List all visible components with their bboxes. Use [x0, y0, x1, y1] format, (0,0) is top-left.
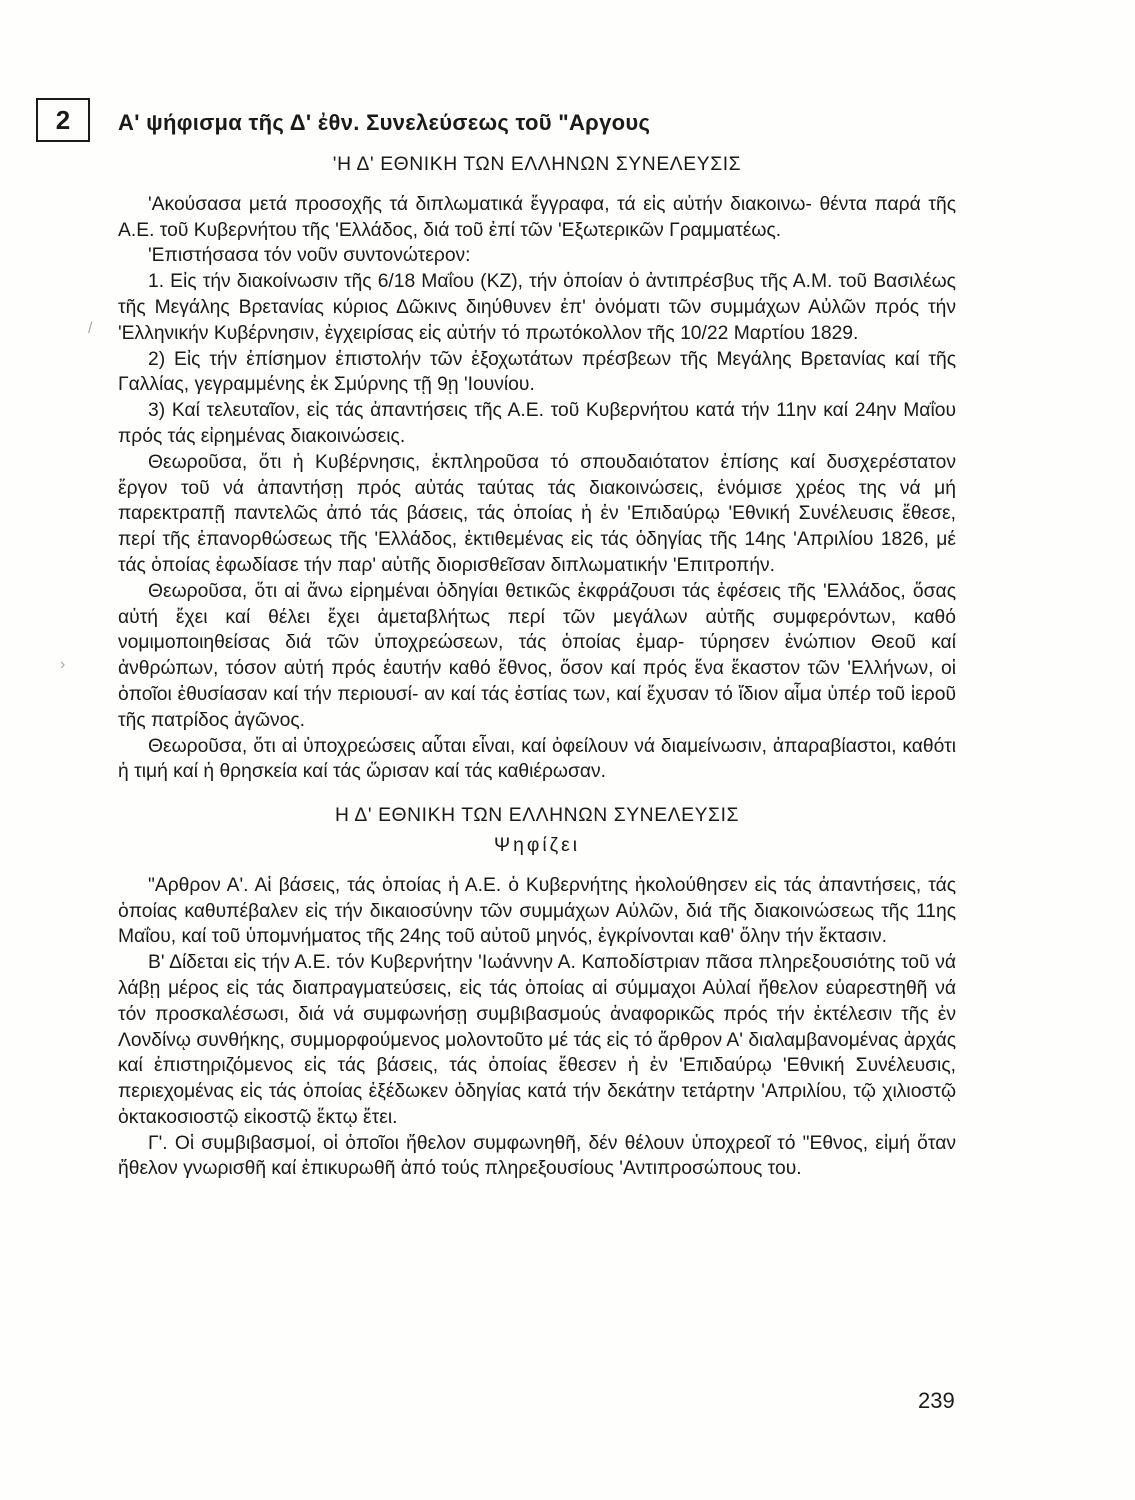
text-line: διά τῆς διακοινώσεως τῆς 11ης Μαΐου, καί τοῦ ὑπομνήματος τῆς 24ης τοῦ αὐτοῦ [118, 900, 956, 948]
item-1-paragraph [118, 269, 956, 346]
text-line: θέντα παρά τῆς Α.Ε. τοῦ Κυβερνήτου τῆς 'Ελλάδος, διά τοῦ ἐπί τῶν 'Εξωτερικῶν [118, 193, 956, 241]
text-line: δυσχερέστατον ἔργον τοῦ νά ἀπαντήσῃ πρός αὐτάς ταύτας τάς διακοινώσεις, [118, 451, 956, 499]
text-line: σύμμαχοι Αὐλαί ἤθελον εὐαρεστηθῆ νά τόν προσκαλέσωσι, διά νά συμφωνήσῃ [118, 977, 956, 1025]
text-line: Θεωροῦσα, ὅτι ἡ Κυβέρνησις, ἐκπληροῦσα τό σπουδαιότατον ἐπίσης καί [148, 451, 815, 473]
resolution-heading: Η Δ' ΕΘΝΙΚΗ ΤΩΝ ΕΛΛΗΝΩΝ ΣΥΝΕΛΕΥΣΙΣ [334, 805, 740, 827]
text-line: καί 24ην Μαΐου πρός τάς εἰρημένας διακοινώσεις. [118, 400, 956, 447]
text-line: μηνός, ἐγκρίνονται καθ' ὅλην τήν ἔκτασιν. [535, 926, 887, 948]
document-title: Α' ψήφισμα τῆς Δ' ἐθν. Συνελεύσεως τοῦ "Αργους [118, 110, 651, 135]
text-line: ἐνόμισε χρέος της νά μή παρεκτραπῇ παντελῶς ἀπό τάς βάσεις, τάς ὁποίας ἡ ἐν [118, 477, 957, 525]
preamble-paragraph [118, 192, 956, 244]
text-line: 1. Εἰς τήν διακοίνωσιν τῆς 6/18 Μαΐου (ΚΖ), τήν ὁποίαν ὁ ἀντιπρέσβυς τῆς [148, 271, 788, 293]
item-2-paragraph [118, 347, 956, 399]
text-line: ὅσον καί πρός ἕνα ἕκαστον τῶν 'Ελλήνων, οἱ ὁποῖοι ἐθυσίασαν καί τήν περιουσί- [118, 658, 956, 705]
text-line: 2) Εἰς τήν ἐπίσημον ἐπιστολήν τῶν ἐξοχωτάτων πρέσβεων τῆς Μεγάλης [148, 348, 792, 370]
text-line: τετάρτην 'Απριλίου, τῷ χιλιοστῷ ὀκτακοσιοστῷ εἰκοστῷ ἕκτῳ ἔτει. [118, 1081, 957, 1128]
text-line: Α.Μ. τοῦ Βασιλέως τῆς Μεγάλης Βρετανίας κύριος Δῶκινς διηύθυνεν ἐπ' ὀνόματι [118, 271, 956, 318]
text-line: συμμορφούμενος μολοντοῦτο μέ τάς εἰς τό ἄρθρον Α' διαλαμβανομένας ἀρχάς [290, 1029, 957, 1051]
text-line: ἐκτιθεμένας εἰς τάς ὁδηγίας τῆς 14ης 'Απριλίου 1826, μέ τάς ὁποίας ἐφωδίασε [118, 529, 956, 576]
text-line: 'Αντιπροσώπους του. [619, 1158, 802, 1180]
text-line: πρωτόκολλον τῆς 10/22 Μαρτίου 1829. [525, 322, 859, 344]
text-line: Γραμματέως. [669, 219, 782, 241]
text-line: Θεωροῦσα, ὅτι αἱ ἄνω εἰρημέναι ὁδηγίαι θετικῶς ἐκφράζουσι τάς ἐφέσεις τῆς [148, 580, 816, 602]
assembly-heading: 'Η Δ' ΕΘΝΙΚΗ ΤΩΝ ΕΛΛΗΝΩΝ ΣΥΝΕΛΕΥΣΙΣ [332, 154, 742, 175]
article-b-paragraph [118, 950, 956, 1131]
text-line: Β' Δίδεται εἰς τήν Α.Ε. τόν Κυβερνήτην 'Ιωάννην Α. Καποδίστριαν πᾶσα [148, 952, 753, 974]
text-line: 3) Καί τελευταῖον, εἰς τάς ἀπαντήσεις τῆς Α.Ε. τοῦ Κυβερνήτου κατά τήν 11ην [148, 400, 817, 422]
focus-line: 'Επιστήσασα τόν νοῦν συντονώτερον: [148, 245, 471, 267]
text-line: καί ἐπιστηριζόμενος εἰς τάς βάσεις, τάς ὁποίας ἔθεσεν ἡ ἐν 'Επιδαύρῳ 'Εθνική [118, 1055, 845, 1077]
text-line: πληρεξουσιότης τοῦ νά λάβῃ μέρος εἰς τάς διαπραγματεύσεις, εἰς τάς ὁποίας αἱ [118, 952, 956, 999]
text-line: "Αρθρον Α'. Αἱ βάσεις, τάς ὁποίας ἡ Α.Ε. ὁ Κυβερνήτης ἠκολούθησεν εἰς τάς [148, 874, 812, 896]
text-line: αν καί τάς ἑστίας των, καί ἔχυσαν τό ἴδιον αἷμα ὑπέρ τοῦ ἱεροῦ τῆς πατρίδος [118, 683, 956, 731]
text-line: ἀπαραβίαστοι, καθότι ἡ τιμή καί ἡ θρησκεία καί τάς ὥρισαν καί τάς καθιέρωσαν. [118, 735, 956, 783]
text-line: τήν παρ' αὐτῆς διορισθεῖσαν διπλωματικήν 'Επιτροπήν. [303, 554, 776, 576]
document-number: 2 [55, 104, 71, 135]
text-line: τύρησεν ἐνώπιον Θεοῦ καί ἀνθρώπων, τόσον αὐτή πρός ἑαυτήν καθό ἔθνος, [118, 632, 956, 680]
text-line: "Εθνος, εἰμή ὅταν ἤθελον γνωρισθῆ καί ἐπικυρωθῆ ἀπό τούς πληρεξουσίους [118, 1132, 956, 1180]
document-number-box [36, 98, 90, 142]
text-line: 'Επιδαύρῳ 'Εθνική Συνέλευσις ἔθεσε, περί τῆς ἐπανορθώσεως τῆς 'Ελλάδος, [118, 503, 957, 551]
text-line: ἀγῶνος. [234, 709, 306, 731]
article-c-paragraph [118, 1131, 956, 1183]
decree-word: Ψηφίζει [494, 834, 580, 856]
page-number: 239 [918, 1388, 955, 1413]
text-line: Βρετανίας καί τῆς Γαλλίας, γεγραμμένης ἐκ Σμύρνης τῇ 9ῃ 'Ιουνίου. [118, 348, 956, 396]
text-line: τῶν συμμάχων Αὐλῶν πρός τήν 'Ελληνικήν Κυβέρνησιν, ἐγχειρίσας εἰς αὐτήν τό [118, 296, 956, 344]
item-3-paragraph [118, 398, 956, 450]
text-line: 'Ακούσασα μετά προσοχῆς τά διπλωματικά ἔγγραφα, τά εἰς αὐτήν διακοινω- [148, 193, 812, 215]
consideration-1-paragraph [118, 450, 956, 579]
text-line: συμβιβασμούς ἀναφορικῶς πρός τήν ἐκτέλεσιν τῆς ἐν Λονδίνῳ συνθήκης, [118, 1003, 957, 1051]
text-line: 'Ελλάδος, ὅσας αὐτή ἔχει καί θέλει ἔχει ἀμεταβλήτως περί τῶν μεγάλων αὐτῆς [118, 580, 956, 628]
text-line: συμφερόντων, καθό νομιμοποιηθείσας διά τῶν ὑποχρεώσεων, τάς ὁποίας ἐμαρ- [118, 606, 956, 654]
text-line: Συνέλευσις, περιεχομένας εἰς τάς ὁποίας ἐξέδωκεν ὁδηγίας κατά τήν δεκάτην [118, 1055, 956, 1103]
margin-arrow-icon: › [60, 656, 66, 673]
margin-mark: / [88, 320, 93, 337]
document-body [118, 152, 956, 1182]
consideration-3-paragraph [118, 734, 956, 786]
consideration-2-paragraph [118, 579, 956, 734]
article-a-paragraph [118, 873, 956, 950]
text-line: Θεωροῦσα, ὅτι αἱ ὑποχρεώσεις αὗται εἶναι, καί ὀφείλουν νά διαμείνωσιν, [148, 735, 767, 757]
text-line: Γ'. Οἱ συμβιβασμοί, οἱ ὁποῖοι ἤθελον συμφωνηθῆ, δέν θέλουν ὑποχρεοῖ τό [148, 1132, 796, 1154]
text-line: ἀπαντήσεις, τάς ὁποίας καθυπέβαλεν εἰς τήν δικαιοσύνην τῶν συμμάχων Αὐλῶν, [118, 874, 957, 922]
